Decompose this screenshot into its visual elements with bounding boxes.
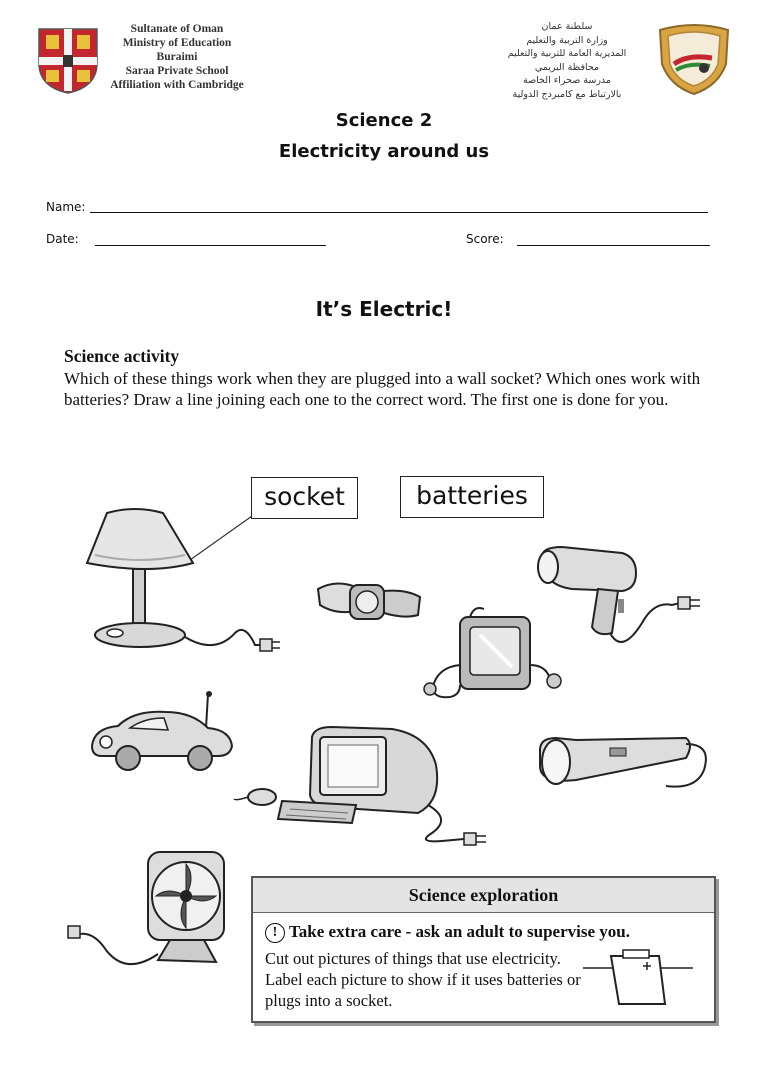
toy-car-icon[interactable] (88, 690, 238, 776)
header-line: Buraimi (156, 51, 198, 63)
subject-title: Science 2 (335, 110, 433, 131)
header-line: Saraa Private School (125, 65, 229, 77)
date-label: Date: (46, 232, 79, 246)
watch-icon[interactable] (316, 575, 424, 631)
section-title: It’s Electric! (315, 297, 453, 321)
socket-word-box[interactable]: socket (251, 477, 358, 519)
activity-heading: Science activity (64, 346, 180, 366)
exploration-heading: Science exploration (253, 878, 714, 913)
care-note (265, 922, 630, 943)
science-exploration-box (251, 876, 716, 1023)
header-line-arabic: محافظة البريمي (534, 61, 600, 73)
header-line: Ministry of Education (122, 37, 232, 49)
cassette-player-icon[interactable] (420, 605, 570, 705)
care-text: Take extra care - ask an adult to supervise you. (289, 922, 630, 941)
header-line-arabic: سلطنة عمان (541, 21, 593, 32)
header-line: Affiliation with Cambridge (110, 79, 244, 91)
torch-icon[interactable] (536, 730, 716, 800)
warning-icon: ! (265, 923, 285, 943)
name-label: Name: (46, 200, 86, 214)
header-line: Sultanate of Oman (130, 23, 224, 35)
header-line-arabic: بالارتباط مع كامبردج الدولية (512, 88, 622, 100)
header-line-arabic: وزارة التربية والتعليم (526, 34, 608, 46)
batteries-word-box[interactable]: batteries (400, 476, 544, 518)
exploration-body: Cut out pictures of things that use electricity. Label each picture to show if it uses batteries or plugs into a socket. (265, 949, 581, 1010)
battery-icon (583, 946, 703, 1010)
topic-title: Electricity around us (278, 141, 490, 162)
score-label: Score: (466, 232, 504, 246)
header-line-arabic: مدرسة صحراء الخاصة (522, 75, 612, 86)
lamp-icon[interactable] (85, 505, 285, 665)
activity-instructions: Which of these things work when they are plugged into a wall socket? Which ones work with batteries? Draw a line joining each one to the correct word. The first one is done for you. (64, 369, 701, 409)
header-line-arabic: المديرية العامة للتربية والتعليم (507, 48, 627, 59)
fan-icon[interactable] (66, 850, 236, 978)
computer-icon[interactable] (232, 725, 492, 850)
